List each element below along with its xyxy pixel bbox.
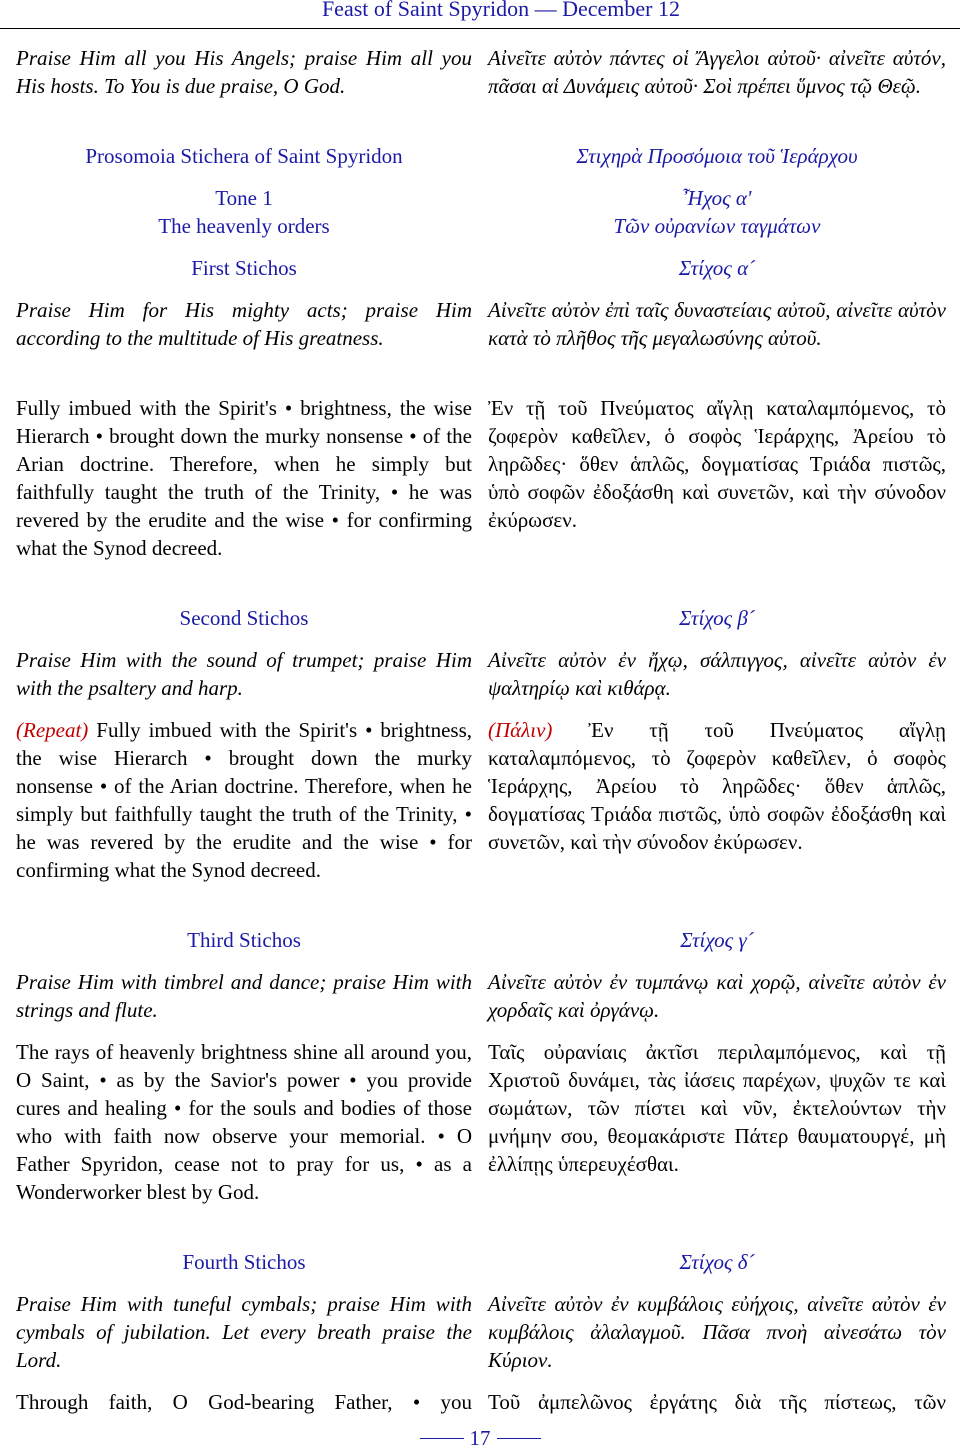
english-verse-4: Praise Him with tuneful cymbals; praise Him with cymbals of jubilation. Let every breath praise the Lord. [16,1292,472,1372]
greek-verse-2: Αἰνεῖτε αὐτὸν ἐν ἤχῳ, σάλπιγγος, αἰνεῖτε αὐτὸν ἐν ψαλτηρίῳ καὶ κιθάρᾳ. [488,648,946,700]
greek-section-title: Στιχηρὰ Προσόμοια τοῦ Ἱεράρχου [576,144,858,168]
english-repeat-label: (Repeat) [16,718,89,742]
greek-stichos-4: Στίχος δ´ [679,1250,755,1274]
english-stichos-2: Second Stichos [179,606,309,630]
footer-rule-left [420,1438,464,1439]
greek-stichos-3: Στίχος γ´ [680,928,754,952]
greek-verse-4: Αἰνεῖτε αὐτὸν ἐν κυμβάλοις εὐήχοις, αἰνεῖτε αὐτὸν ἐν κυμβάλοις ἀλαλαγμοῦ. Πᾶσα πνοὴ αἰνεσάτω τὸν Κύριον. [488,1292,946,1372]
greek-hymn-2-text: Ἐν τῇ τοῦ Πνεύματος αἴγλῃ καταλαμπόμενος, τὸ ζοφερὸν καθεῖλεν, ὁ σοφὸς Ἱεράρχης, Ἀρείου τὸ ληρῶδες· ὅθεν ἁπλῶς, δογματίσας Τριάδα πιστῶς, ὑπὸ σοφῶν ἐδοξάσθη καὶ συνετῶν, καὶ τὴν σύνοδον ἐκύρωσεν. [488,718,947,854]
english-hymn-2-text: Fully imbued with the Spirit's • brightness, the wise Hierarch • brought down the murky nonsense • of the Arian doctrine. Therefore, when he simply but faithfully taught the truth of the Trinity, • he was revered by the erudite and the wise • for confirming what the Synod decreed. [16,718,473,882]
running-header [0,0,960,29]
english-verse-1: Praise Him for His mighty acts; praise Him according to the multitude of His greatness. [16,298,472,350]
english-intro-verse: Praise Him all you His Angels; praise Him all you His hosts. To You is due praise, O God. [16,46,472,98]
greek-stichos-1: Στίχος α´ [678,256,756,280]
english-section-title: Prosomoia Stichera of Saint Spyridon [85,144,403,168]
english-hymn-4: Through faith, O God-bearing Father, • you [16,1390,472,1414]
english-stichos-1: First Stichos [191,256,297,280]
english-tone: Tone 1 [215,186,273,210]
english-verse-3: Praise Him with timbrel and dance; praise Him with strings and flute. [16,970,472,1022]
page-footer [0,1426,960,1451]
greek-repeat-label: (Πάλιν) [488,718,553,742]
greek-intro-verse: Αἰνεῖτε αὐτὸν πάντες οἱ Ἄγγελοι αὐτοῦ· αἰνεῖτε αὐτόν, πᾶσαι αἱ Δυνάμεις αὐτοῦ· Σοὶ πρέπει ὕμνος τῷ Θεῷ. [488,46,946,98]
greek-hymn-2 [488,716,946,856]
english-melody: The heavenly orders [158,214,330,238]
greek-hymn-3: Ταῖς οὐρανίαις ἀκτῖσι περιλαμπόμενος, καὶ τῇ Χριστοῦ δυνάμει, τὰς ἰάσεις παρέχων, ψυχῶν τε καὶ σωμάτων, τῶν πίστει καὶ νῦν, ἐκτελούντων τὴν μνήμην σου, θεομακάριστε Πάτερ θαυματουργέ, μὴ ἐλλίπῃς ὑπερευχέσθαι. [488,1040,946,1176]
greek-verse-3: Αἰνεῖτε αὐτὸν ἐν τυμπάνῳ καὶ χορῷ, αἰνεῖτε αὐτὸν ἐν χορδαῖς καὶ ὀργάνῳ. [488,970,946,1022]
greek-verse-1: Αἰνεῖτε αὐτὸν ἐπὶ ταῖς δυναστείαις αὐτοῦ, αἰνεῖτε αὐτὸν κατὰ τὸ πλῆθος τῆς μεγαλωσύνης αὐτοῦ. [488,298,946,350]
english-hymn-3: The rays of heavenly brightness shine all around you, O Saint, • as by the Savior's power • you provide cures and healing • for the souls and bodies of those who with faith now observe your memorial. • O Father Spyridon, cease not to pray for us, • as a Wonderworker blest by God. [16,1040,472,1204]
english-hymn-1: Fully imbued with the Spirit's • brightness, the wise Hierarch • brought down the murky nonsense • of the Arian doctrine. Therefore, when he simply but faithfully taught the truth of the Trinity, • he was revered by the erudite and the wise • for confirming what the Synod decreed. [16,396,472,560]
english-stichos-3: Third Stichos [187,928,301,952]
greek-tone: Ἦχος α' [682,186,752,210]
greek-melody: Τῶν οὐρανίων ταγμάτων [613,214,821,238]
page-number: 17 [469,1426,491,1450]
header-title: Feast of Saint Spyridon — December 12 [321,0,680,21]
english-verse-2: Praise Him with the sound of trumpet; praise Him with the psaltery and harp. [16,648,472,700]
english-stichos-4: Fourth Stichos [182,1250,306,1274]
greek-hymn-1: Ἐν τῇ τοῦ Πνεύματος αἴγλῃ καταλαμπόμενος, τὸ ζοφερὸν καθεῖλεν, ὁ σοφὸς Ἱεράρχης, Ἀρείου τὸ ληρῶδες· ὅθεν ἁπλῶς, δογματίσας Τριάδα πιστῶς, ὑπὸ σοφῶν ἐδοξάσθη καὶ συνετῶν, καὶ τὴν σύνοδον ἐκύρωσεν. [488,396,946,532]
greek-hymn-4: Τοῦ ἀμπελῶνος ἐργάτης διὰ τῆς πίστεως, τῶν [488,1390,946,1414]
footer-rule-right [497,1438,541,1439]
greek-stichos-2: Στίχος β´ [679,606,755,630]
english-hymn-2 [16,716,472,884]
